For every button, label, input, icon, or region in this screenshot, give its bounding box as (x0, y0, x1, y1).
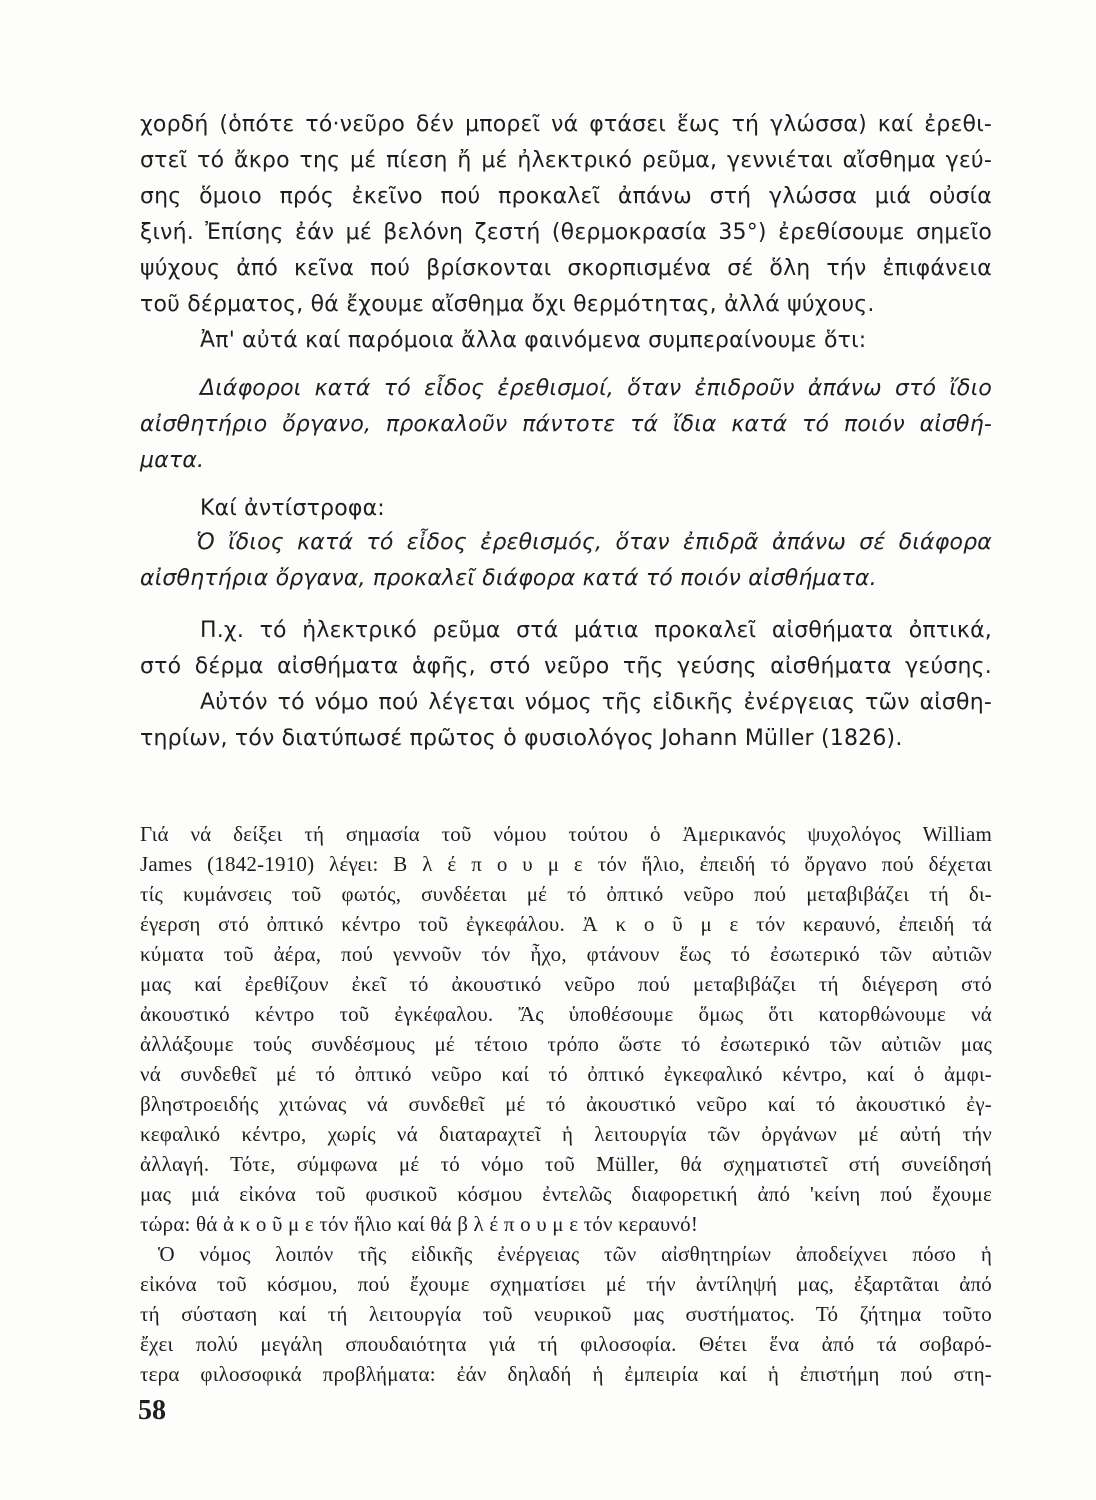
note-line: μας μιά εἰκόνα τοῦ φυσικοῦ κόσμου ἐντελῶς διαφορετική ἀπό 'κείνη πού ἔχουμε (140, 1182, 992, 1206)
text-line: Αὐτόν τό νόμο πού λέγεται νόμος τῆς εἰδικῆς ἐνέργειας τῶν αἰσθη- (200, 690, 992, 715)
principle-line: Ὁ ἴδιος κατά τό εἶδος ἐρεθισμός, ὅταν ἐπιδρᾶ ἀπάνω σέ διάφορα (196, 530, 992, 555)
text-line: τηρίων, τόν διατύπωσέ πρῶτος ὁ φυσιολόγος Johann Müller (1826). (140, 726, 903, 751)
note-line: τώρα: θά ἀ κ ο ῦ μ ε τόν ἥλιο καί θά β λ έ π ο υ μ ε τόν κεραυνό! (140, 1212, 699, 1236)
principle-line: αἰσθητήριο ὄργανο, προκαλοῦν πάντοτε τά ἴδια κατά τό ποιόν αἰσθή- (140, 412, 992, 437)
note-line: ἀλλάξουμε τούς συνδέσμους μέ τέτοιο τρόπο ὥστε τό ἐσωτερικό τῶν αὐτιῶν μας (140, 1032, 992, 1056)
principle-line: ματα. (140, 448, 205, 473)
note-line: τή σύσταση καί τή λειτουργία τοῦ νευρικοῦ μας συστήματος. Τό ζήτημα τοῦτο (140, 1302, 992, 1326)
note-line: ἔχει πολύ μεγάλη σπουδαιότητα γιά τή φιλοσοφία. Θέτει ἕνα ἀπό τά σοβαρό- (140, 1332, 992, 1356)
note-line: εἰκόνα τοῦ κόσμου, πού ἔχουμε σχηματίσει μέ τήν ἀντίληψή μας, ἐξαρτᾶται ἀπό (140, 1272, 992, 1296)
text-line: ψύχους ἀπό κεῖνα πού βρίσκονται σκορπισμένα σέ ὅλη τήν ἐπιφάνεια (140, 256, 992, 281)
note-line: James (1842-1910) λέγει: Β λ έ π ο υ μ ε τόν ἥλιο, ἐπειδή τό ὄργανο πού δέχεται (140, 852, 992, 876)
text-line: Π.χ. τό ἠλεκτρικό ρεῦμα στά μάτια προκαλεῖ αἰσθήματα ὀπτικά, (200, 618, 992, 643)
text-line: χορδή (ὁπότε τό·νεῦρο δέν μπορεῖ νά φτάσει ἕως τή γλώσσα) καί ἐρεθι- (140, 112, 992, 137)
text-line: στεῖ τό ἄκρο της μέ πίεση ἤ μέ ἠλεκτρικό ρεῦμα, γεννιέται αἴσθημα γεύ- (140, 148, 992, 173)
note-line: τερα φιλοσοφικά προβλήματα: ἐάν δηλαδή ἡ ἐμπειρία καί ἡ ἐπιστήμη πού στη- (140, 1362, 992, 1386)
note-line: Ὁ νόμος λοιπόν τῆς εἰδικῆς ἐνέργειας τῶν αἰσθητηρίων ἀποδείχνει πόσο ἡ (158, 1242, 992, 1266)
note-line: μας καί ἐρεθίζουν ἐκεῖ τό ἀκουστικό νεῦρο πού μεταβιβάζει τή διέγερση στό (140, 972, 992, 996)
note-line: νά συνδεθεῖ μέ τό ὀπτικό νεῦρο καί τό ὀπτικό ἐγκεφαλικό κέντρο, καί ὁ ἀμφι- (140, 1062, 992, 1086)
note-line: Γιά νά δείξει τή σημασία τοῦ νόμου τούτου ὁ Ἀμερικανός ψυχολόγος William (140, 822, 992, 846)
note-line: ἀλλαγή. Τότε, σύμφωνα μέ τό νόμο τοῦ Müller, θά σχηματιστεῖ στή συνείδησή (140, 1152, 992, 1176)
page-number: 58 (138, 1395, 166, 1426)
note-line: βληστροειδής χιτώνας νά συνδεθεῖ μέ τό ἀκουστικό νεῦρο καί τό ἀκουστικό ἐγ- (140, 1092, 992, 1116)
note-line: ἀκουστικό κέντρο τοῦ ἐγκέφαλου. Ἄς ὑποθέσουμε ὅμως ὅτι κατορθώνουμε νά (140, 1002, 992, 1026)
text-line: τοῦ δέρματος, θά ἔχουμε αἴσθημα ὄχι θερμότητας, ἀλλά ψύχους. (140, 292, 875, 317)
principle-line: Διάφοροι κατά τό εἶδος ἐρεθισμοί, ὅταν ἐπιδροῦν ἀπάνω στό ἴδιο (200, 376, 992, 401)
text-line: Ἀπ' αὐτά καί παρόμοια ἄλλα φαινόμενα συμπεραίνουμε ὅτι: (200, 328, 867, 353)
note-line: κύματα τοῦ ἀέρα, πού γεννοῦν τόν ἦχο, φτάνουν ἕως τό ἐσωτερικό τῶν αὐτιῶν (140, 942, 992, 966)
text-line: σης ὅμοιο πρός ἐκεῖνο πού προκαλεῖ ἀπάνω στή γλώσσα μιά οὐσία (140, 184, 992, 209)
text-line: στό δέρμα αἰσθήματα ἁφῆς, στό νεῦρο τῆς γεύσης αἰσθήματα γεύσης. (140, 654, 992, 679)
note-line: τίς κυμάνσεις τοῦ φωτός, συνδέεται μέ τό ὀπτικό νεῦρο πού μεταβιβάζει τή δι- (140, 882, 992, 906)
text-line: ξινή. Ἐπίσης ἐάν μέ βελόνη ζεστή (θερμοκρασία 35°) ἐρεθίσουμε σημεῖο (140, 220, 992, 245)
note-line: κεφαλικό κέντρο, χωρίς νά διαταραχτεῖ ἡ λειτουργία τῶν ὀργάνων μέ αὐτή τήν (140, 1122, 992, 1146)
note-line: έγερση στό ὀπτικό κέντρο τοῦ ἐγκεφάλου. Ἀ κ ο ῦ μ ε τόν κεραυνό, ἐπειδή τά (140, 912, 992, 936)
text-line: Καί ἀντίστροφα: (200, 496, 385, 521)
principle-line: αἰσθητήρια ὄργανα, προκαλεῖ διάφορα κατά τό ποιόν αἰσθήματα. (140, 566, 877, 591)
